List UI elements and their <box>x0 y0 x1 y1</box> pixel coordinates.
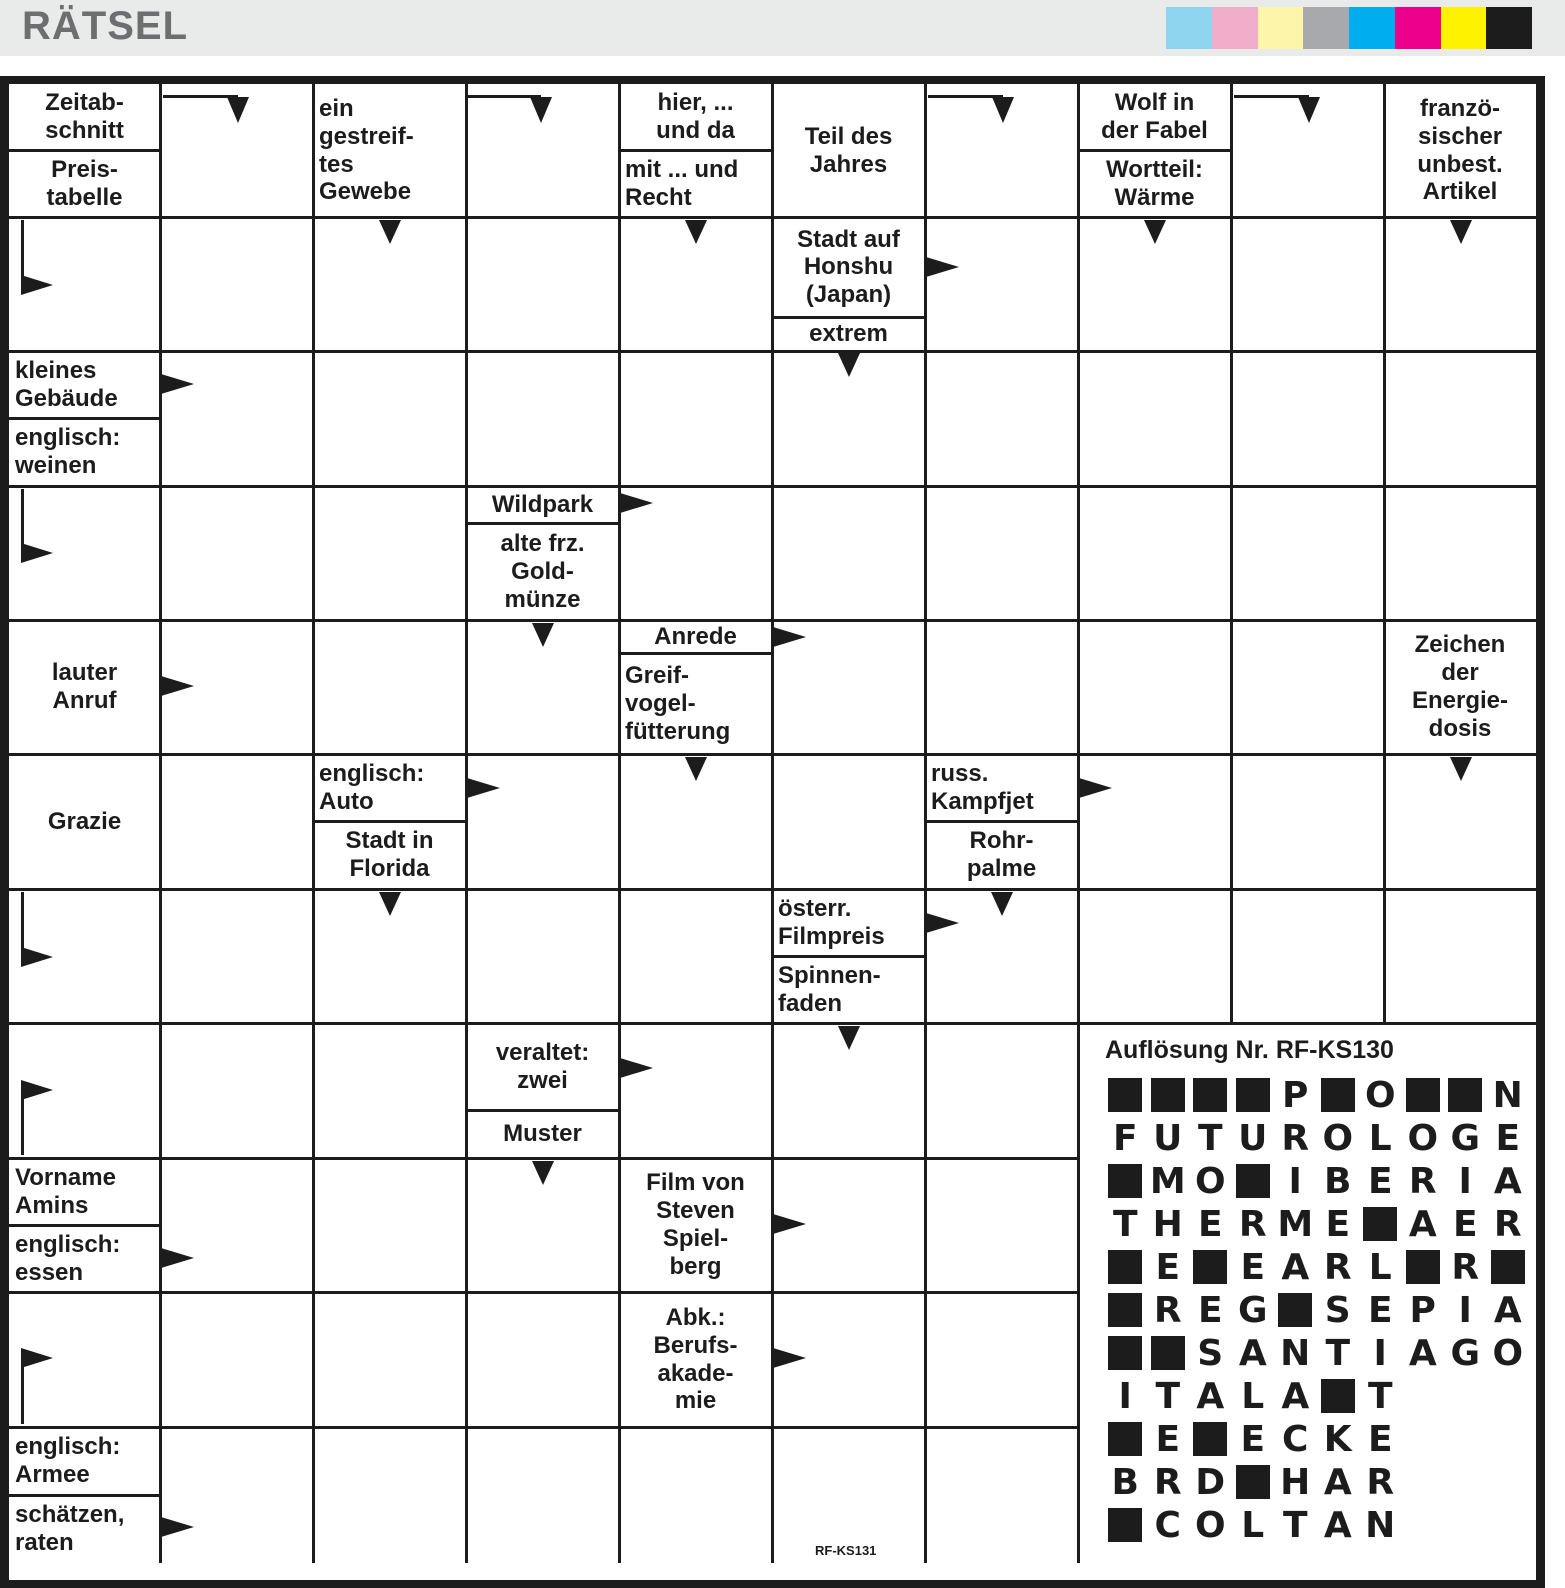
solution-black-square <box>1189 1420 1232 1458</box>
solution-letter: M <box>1277 1203 1314 1245</box>
arrow-right-icon <box>161 374 197 398</box>
arrow-bent-right-icon <box>21 880 61 969</box>
solution-letter: E <box>1240 1246 1266 1288</box>
clue-schaetzen-raten <box>15 1496 158 1562</box>
arrow-down-icon <box>1450 755 1480 785</box>
clue-line: Spiel- <box>662 1225 729 1252</box>
clue-line: englisch: <box>319 759 425 787</box>
clue-vorname-amins <box>15 1159 158 1224</box>
solution-letter: A <box>1238 1332 1267 1374</box>
clue-line: Steven <box>656 1197 735 1225</box>
arrow-right-icon <box>926 913 962 937</box>
clue-line: englisch: <box>15 1433 121 1461</box>
arrow-bent-down-icon <box>1234 85 1329 125</box>
solution-letter: R <box>1493 1203 1522 1245</box>
solution-letter: R <box>1153 1461 1182 1503</box>
solution-letter: R <box>1408 1160 1437 1202</box>
clue-line: franzö- <box>1420 94 1500 122</box>
clue-veraltet-zwei <box>468 1024 617 1110</box>
clue-line: Greif- <box>625 662 690 689</box>
color-swatch-3 <box>1258 7 1304 49</box>
clue-line: Anruf <box>52 687 117 714</box>
color-swatch-1 <box>1166 7 1212 49</box>
solution-black-square <box>1359 1205 1402 1243</box>
clue-line: Gewebe <box>319 178 412 206</box>
clue-berufsakademie <box>621 1293 770 1426</box>
arrow-down-icon <box>532 1159 562 1189</box>
clue-line: Teil des <box>804 122 893 150</box>
clue-line: russ. <box>931 759 989 787</box>
clue-line: Honshu <box>803 253 894 281</box>
arrow-down-icon <box>838 351 868 381</box>
clue-line: schnitt <box>45 117 124 145</box>
clue-line: der Fabel <box>1101 117 1208 145</box>
solution-letter: R <box>1281 1117 1310 1159</box>
arrow-down-icon <box>379 890 409 920</box>
clue-oesterr-filmpreis <box>778 890 923 955</box>
solution-letter: I <box>1288 1160 1302 1202</box>
solution-letter: O <box>1407 1117 1439 1159</box>
clue-grazie <box>11 755 158 888</box>
arrow-bent-down-icon <box>466 85 561 125</box>
color-swatch-2 <box>1212 7 1258 49</box>
clue-line: (Japan) <box>805 281 892 309</box>
solution-black-square <box>1104 1162 1147 1200</box>
grid-line-horizontal <box>9 888 1536 891</box>
solution-letter: A <box>1323 1461 1352 1503</box>
solution-letter: E <box>1367 1289 1393 1331</box>
clue-goldmuenze <box>468 525 617 619</box>
solution-letter: D <box>1195 1461 1226 1503</box>
clue-extrem <box>774 319 923 351</box>
arrow-down-icon <box>532 621 562 651</box>
solution-letter: E <box>1367 1160 1393 1202</box>
solution-row <box>1104 1334 1529 1374</box>
grid-border-bottom <box>0 1580 1545 1588</box>
grid-line-vertical <box>1230 84 1233 1023</box>
clue-line: extrem <box>809 320 888 348</box>
solution-letter: S <box>1197 1332 1224 1374</box>
clue-line: Amins <box>15 1191 89 1219</box>
solution-letter: E <box>1155 1418 1181 1460</box>
solution-row <box>1104 1291 1529 1331</box>
clue-line: vogel- <box>625 689 696 717</box>
clue-line: hier, ... <box>657 89 734 117</box>
solution-letter: P <box>1282 1074 1309 1116</box>
clue-line: der <box>1441 659 1479 687</box>
solution-letter: O <box>1194 1504 1226 1546</box>
solution-letter: L <box>1368 1246 1392 1288</box>
solution-row <box>1104 1205 1529 1245</box>
solution-row <box>1104 1506 1402 1546</box>
clue-line: schätzen, <box>15 1501 125 1529</box>
solution-letter: O <box>1322 1117 1354 1159</box>
arrow-down-icon <box>379 218 409 248</box>
solution-letter: I <box>1458 1289 1472 1331</box>
clue-line: Abk.: <box>665 1303 726 1331</box>
solution-row <box>1104 1248 1529 1288</box>
clue-line: Auto <box>319 787 374 815</box>
clue-line: Spinnen- <box>778 961 881 989</box>
solution-black-square <box>1104 1420 1147 1458</box>
solution-letter: P <box>1409 1289 1436 1331</box>
solution-letter: R <box>1153 1289 1182 1331</box>
arrow-bent-down-icon <box>928 85 1023 125</box>
clue-line: Florida <box>349 855 430 883</box>
solution-black-square <box>1232 1162 1275 1200</box>
solution-black-square <box>1232 1076 1275 1114</box>
solution-row <box>1104 1119 1529 1159</box>
clue-line: Gebäude <box>15 384 118 412</box>
clue-muster <box>468 1112 617 1157</box>
solution-letter: A <box>1408 1203 1437 1245</box>
arrow-right-icon <box>926 257 962 281</box>
solution-black-square <box>1147 1076 1190 1114</box>
arrow-right-icon <box>773 1348 809 1372</box>
clue-line: berg <box>669 1252 722 1280</box>
solution-letter: A <box>1408 1332 1437 1374</box>
clue-line: Film von <box>646 1169 745 1197</box>
solution-letter: T <box>1367 1375 1393 1417</box>
solution-letter: B <box>1324 1160 1352 1202</box>
arrow-right-icon <box>620 493 656 517</box>
solution-letter: R <box>1451 1246 1480 1288</box>
clue-film-spielberg <box>621 1159 770 1291</box>
clue-line: Kampfjet <box>931 787 1034 815</box>
solution-black-square <box>1104 1334 1147 1372</box>
clue-line: Rohr- <box>969 827 1034 855</box>
clue-line: Berufs- <box>653 1331 738 1359</box>
grid-line-horizontal <box>9 1022 1536 1025</box>
clue-line: Stadt in <box>345 827 434 855</box>
clue-stadt-honshu <box>774 218 923 317</box>
solution-letter: E <box>1325 1203 1351 1245</box>
clue-englisch-armee <box>15 1428 158 1494</box>
grid-line-horizontal <box>9 485 1536 488</box>
solution-letter: O <box>1194 1160 1226 1202</box>
arrow-down-icon <box>1144 218 1174 248</box>
clue-line: veraltet: <box>495 1039 590 1067</box>
solution-letter: A <box>1196 1375 1225 1417</box>
clue-lauter-anruf <box>11 621 158 753</box>
clue-line: Recht <box>625 183 692 211</box>
clue-line: fütterung <box>625 717 731 745</box>
clue-line: lauter <box>51 659 118 687</box>
clue-anrede <box>621 621 770 653</box>
solution-letter: I <box>1373 1332 1387 1374</box>
clue-line: Wildpark <box>491 490 594 518</box>
solution-letter: L <box>1368 1117 1392 1159</box>
clue-line: sischer <box>1417 122 1503 150</box>
solution-letter: A <box>1493 1289 1522 1331</box>
clue-line: Grazie <box>47 807 122 835</box>
page-title: RÄTSEL <box>22 4 188 48</box>
clue-wolf-fabel <box>1080 85 1229 150</box>
clue-hier-da <box>621 85 770 150</box>
color-swatch-7 <box>1441 7 1487 49</box>
clue-line: münze <box>504 585 581 613</box>
clue-line: Vorname <box>15 1163 116 1191</box>
solution-letter: G <box>1237 1289 1268 1331</box>
solution-title: Auflösung Nr. RF-KS130 <box>1105 1036 1394 1064</box>
clue-line: Muster <box>503 1120 582 1148</box>
arrow-bent-right-icon <box>21 1078 61 1167</box>
clue-line: raten <box>15 1529 74 1556</box>
clue-line: Jahres <box>809 150 888 178</box>
clue-line: österr. <box>778 894 852 922</box>
solution-letter: T <box>1325 1332 1351 1374</box>
solution-letter: E <box>1197 1289 1223 1331</box>
arrow-right-icon <box>1079 778 1115 802</box>
grid-line-horizontal <box>9 753 1536 756</box>
grid-line-horizontal <box>9 1291 1078 1294</box>
clue-line: englisch: <box>15 1230 121 1258</box>
clue-teil-jahres <box>774 85 923 216</box>
solution-letter: R <box>1366 1461 1395 1503</box>
arrow-bent-down-icon <box>163 85 258 125</box>
clue-line: Zeichen <box>1414 631 1506 659</box>
arrow-down-icon <box>685 218 715 248</box>
color-swatch-8 <box>1486 7 1532 49</box>
solution-black-square <box>1317 1377 1360 1415</box>
solution-letter: T <box>1197 1117 1223 1159</box>
clue-line: Zeitab- <box>45 89 124 117</box>
clue-line: essen <box>15 1258 84 1286</box>
solution-letter: R <box>1323 1246 1352 1288</box>
clue-spinnenfaden <box>778 957 923 1022</box>
arrow-bent-right-icon <box>21 1346 61 1436</box>
clue-englisch-auto <box>319 755 464 821</box>
solution-row <box>1104 1463 1402 1503</box>
solution-letter: A <box>1281 1246 1310 1288</box>
clue-line: Gold- <box>511 557 574 585</box>
solution-letter: E <box>1240 1418 1266 1460</box>
solution-letter: A <box>1281 1375 1310 1417</box>
solution-letter: I <box>1458 1160 1472 1202</box>
solution-black-square <box>1104 1248 1147 1286</box>
arrow-down-icon <box>685 755 715 785</box>
clue-mit-recht <box>625 152 770 217</box>
arrow-bent-right-icon <box>21 208 61 297</box>
clue-stadt-florida <box>315 823 464 889</box>
grid-line-horizontal <box>9 350 1536 353</box>
solution-row <box>1104 1377 1402 1417</box>
solution-letter: L <box>1241 1504 1265 1546</box>
solution-letter: U <box>1153 1117 1183 1159</box>
solution-letter: C <box>1154 1504 1181 1546</box>
clue-line: tabelle <box>46 183 123 211</box>
clue-line: mit ... und <box>625 155 739 183</box>
clue-line: Anrede <box>654 622 737 650</box>
clue-kleines-gebaeude <box>15 352 158 418</box>
solution-letter: G <box>1450 1117 1481 1159</box>
solution-letter: M <box>1149 1160 1186 1202</box>
arrow-down-icon <box>838 1024 868 1054</box>
solution-black-square <box>1317 1076 1360 1114</box>
solution-letter: A <box>1323 1504 1352 1546</box>
clue-line: zwei <box>517 1066 568 1094</box>
grid-line-vertical <box>159 84 162 1563</box>
clue-line: Stadt auf <box>797 225 900 253</box>
arrow-bent-right-icon <box>21 477 61 565</box>
clue-line: Wärme <box>1114 183 1195 211</box>
solution-letter: O <box>1364 1074 1396 1116</box>
solution-letter: N <box>1280 1332 1311 1374</box>
solution-letter: U <box>1238 1117 1268 1159</box>
grid-line-horizontal <box>9 1426 1078 1429</box>
grid-line-horizontal <box>9 216 1536 219</box>
solution-letter: C <box>1282 1418 1309 1460</box>
arrow-right-icon <box>467 778 503 802</box>
clue-line: gestreif- <box>319 122 414 150</box>
solution-letter: E <box>1197 1203 1223 1245</box>
clue-line: Preis- <box>51 155 118 183</box>
clue-line: Wolf in <box>1114 89 1195 117</box>
clue-line: ein <box>319 94 354 122</box>
clue-line: kleines <box>15 356 97 384</box>
clue-wildpark <box>468 487 617 523</box>
solution-letter: T <box>1155 1375 1181 1417</box>
solution-black-square <box>1189 1076 1232 1114</box>
arrow-down-icon <box>991 890 1021 920</box>
clue-line: akade- <box>657 1359 734 1387</box>
solution-row <box>1104 1076 1529 1116</box>
clue-franz-artikel <box>1386 85 1534 216</box>
clue-englisch-weinen <box>15 420 158 486</box>
color-swatch-6 <box>1395 7 1441 49</box>
solution-black-square <box>1104 1291 1147 1329</box>
color-swatch-5 <box>1349 7 1395 49</box>
solution-black-square <box>1274 1291 1317 1329</box>
grid-line-horizontal <box>9 619 1536 622</box>
solution-black-square <box>1487 1248 1530 1286</box>
clue-rohrpalme <box>927 823 1076 889</box>
clue-energiedosis <box>1386 621 1534 753</box>
solution-letter: E <box>1155 1246 1181 1288</box>
clue-zeitabschnitt <box>11 85 158 150</box>
solution-black-square <box>1189 1248 1232 1286</box>
clue-line: Wortteil: <box>1106 155 1203 183</box>
clue-line: faden <box>778 989 843 1017</box>
solution-letter: I <box>1118 1375 1132 1417</box>
arrow-right-icon <box>773 1214 809 1238</box>
clue-line: Filmpreis <box>778 922 885 950</box>
solution-black-square <box>1402 1248 1445 1286</box>
clue-line: Artikel <box>1422 178 1498 206</box>
solution-row <box>1104 1162 1529 1202</box>
solution-letter: E <box>1367 1418 1393 1460</box>
clue-englisch-essen <box>15 1226 158 1291</box>
arrow-right-icon <box>161 676 197 700</box>
grid-line-vertical <box>465 84 468 1563</box>
clue-line: dosis <box>1428 714 1492 742</box>
header-bar <box>0 0 1565 56</box>
solution-letter: N <box>1365 1504 1396 1546</box>
arrow-right-icon <box>620 1058 656 1082</box>
clue-line: englisch: <box>15 424 121 452</box>
solution-letter: T <box>1282 1504 1308 1546</box>
solution-row <box>1104 1420 1402 1460</box>
solution-black-square <box>1104 1506 1147 1544</box>
clue-gestreift <box>319 85 464 216</box>
clue-line: unbest. <box>1417 150 1503 178</box>
arrow-right-icon <box>161 1517 197 1541</box>
solution-black-square <box>1147 1334 1190 1372</box>
solution-letter: S <box>1324 1289 1351 1331</box>
clue-greifvogel <box>625 655 770 754</box>
color-swatch-4 <box>1303 7 1349 49</box>
solution-letter: E <box>1495 1117 1521 1159</box>
puzzle-code: RF-KS131 <box>815 1543 877 1558</box>
clue-line: tes <box>319 150 354 178</box>
solution-black-square <box>1232 1463 1275 1501</box>
arrow-right-icon <box>773 627 809 651</box>
grid-line-vertical <box>1077 84 1080 1563</box>
clue-line: palme <box>966 855 1037 883</box>
solution-letter: K <box>1323 1418 1352 1460</box>
solution-letter: G <box>1450 1332 1481 1374</box>
solution-black-square <box>1444 1076 1487 1114</box>
clue-line: Energie- <box>1411 687 1509 714</box>
arrow-down-icon <box>1450 218 1480 248</box>
solution-letter: H <box>1280 1461 1311 1503</box>
arrow-right-icon <box>161 1248 197 1272</box>
clue-wortteil-waerme <box>1080 152 1229 217</box>
solution-letter: H <box>1152 1203 1183 1245</box>
solution-letter: R <box>1238 1203 1267 1245</box>
color-swatches <box>1166 7 1532 49</box>
solution-black-square <box>1402 1076 1445 1114</box>
solution-letter: A <box>1493 1160 1522 1202</box>
clue-line: weinen <box>15 452 97 480</box>
solution-letter: T <box>1112 1203 1138 1245</box>
solution-letter: F <box>1112 1117 1138 1159</box>
solution-letter: N <box>1492 1074 1523 1116</box>
clue-line: alte frz. <box>500 530 585 557</box>
clue-preistabelle <box>11 152 158 217</box>
solution-letter: B <box>1111 1461 1139 1503</box>
clue-russ-kampfjet <box>931 755 1076 821</box>
clue-line: Armee <box>15 1461 90 1488</box>
clue-line: mie <box>674 1387 717 1415</box>
clue-line: und da <box>656 117 735 145</box>
solution-letter: E <box>1452 1203 1478 1245</box>
grid-line-vertical <box>1383 84 1386 1023</box>
solution-black-square <box>1104 1076 1147 1114</box>
solution-letter: O <box>1492 1332 1524 1374</box>
solution-letter: L <box>1241 1375 1265 1417</box>
